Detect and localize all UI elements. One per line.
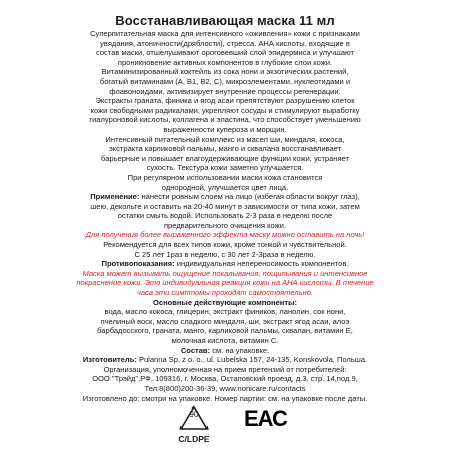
contraindications-text: индивидуальная непереносимость компонентов. [176,259,349,269]
application-line: предварительного очищения кожи. [163,220,287,230]
application-line [76,192,374,202]
manufacturer-line [76,355,374,365]
description-line: увядания, атоничности(дряблости), стресса. АНА кислоты, входящие в [100,38,350,48]
description-line: кожи свободными радикалами, укрепляют сосуды и стимулируют выработку [90,105,360,115]
description-line: Суперпитательная маска для интенсивного «оживления» кожи с признаками [90,29,360,38]
recommendation-line: Рекомендуется для всех типов кожи, кроме тонкой и чувствительной. [103,240,347,250]
leaflet-body [76,29,374,403]
description-line: Интенсивный питательный комплекс из масел ши, миндаля, кокоса, [105,134,345,144]
reaction-warning-line: Маска может вызывать ощущение покалывания, пощипывания и интенсивное [82,268,368,278]
night-use-note: Для получения более выраженного эффекта маску можно оставить на ночь! [85,230,365,240]
application-line: остатки смыть водой. Использовать 2-3 раза в неделю после [117,211,333,221]
page-title: Восстанавливающая маска 11 мл [115,13,335,28]
description-line: При регулярном использовании маски кожа становится [127,172,323,182]
description-line: барьерные и повышает влагоудерживающие функции кожи, устраняет [101,153,349,163]
description-line: экстракта карликовой пальмы, манго и сквалана восстанавливает [108,144,342,154]
description-line: состав маски, отшелушивают ороговевший слой эпидермиса и улучшают [96,48,354,58]
application-label: Применение: [90,192,140,202]
composition-line [76,346,374,356]
ingredients-line: вода, масло кокоса, глицерин, экстракт фиников, ланолин, сок нони, [104,307,346,317]
organization-line: Тел:8(800)200-36-39, www.nonicare.ru/contacts [144,383,306,393]
description-line: однородной, улучшается цвет лица. [161,182,289,192]
contraindications-line [76,259,374,269]
ingredients-label: Основные действующие компоненты: [153,297,297,307]
dates-line: Изготовлено до: смотри на упаковке. Номер партии: см. на упаковке после даты. [82,393,368,403]
eac-mark-icon: ЕАС [244,406,287,431]
application-text: нанести ровным слоем на лицо (избегая области вокруг глаз), [141,192,360,202]
composition-label: Состав: [180,345,211,355]
description-line: Витаминизированный коктейль из сока нони и экзотических растений, [101,67,349,77]
manufacturer-label: Изготовитель: [82,355,137,365]
description-line: Экстракты граната, финика и ягод асаи препятствуют разрушению клеток [95,96,355,106]
description-line: гиалуроновой кислоты, коллагена и эластина, что способствует уменьшению [89,115,361,125]
contraindications-label: Противопоказания: [101,259,175,269]
ingredients-line: пчелиный воск, масло сладкого миндаля, ши, экстракт ягод асаи, алоэ [100,316,350,326]
recycle-code: 90 [189,410,199,419]
description-line: флавоноидами, активизирует внутренние процессы регенерации. [109,86,341,96]
reaction-warning-line: покраснение кожи. Это индивидуальная реакция кожи на АНА кислоты. В течение [76,278,374,288]
description-line: выраженности купероза и морщин. [163,124,287,134]
description-line: проникновение активных компонентов в глубокие слои кожи. [117,57,333,67]
manufacturer-text: Pulanna Sp. z o. o., ul. Lubelska 157, 24-135, Konskovola, Польша. [138,355,368,365]
recommendation-line: С 25 лет 1раз в неделю, с 30 лет 2-3раза в неделю. [134,249,316,259]
application-line: шею, декольте и оставить на 20-40 минут в зависимости от типа кожи, затем [90,201,360,211]
composition-text: см. на упаковке. [212,345,270,355]
ingredients-line: молочная кислота, витамин С. [171,336,279,345]
reaction-warning-line: часа эти симптомы проходят самостоятельно. [136,288,314,298]
organization-line: ООО "Трэйд",РФ, 109316, г. Москва, Остаповский проезд, д.3, стр. 14,под.9, [92,374,358,384]
description-line: богатый витаминами (A, B1, B2, C), микроэлементами, нуклеотидами и [99,76,351,86]
organization-line: Организация, уполномоченная на прием претензий от потребителей: [103,364,347,374]
description-line: сухость. Текстура кожи заметно улучшается. [146,163,304,173]
recycle-label: C/LDPE [178,434,210,444]
ingredients-line: барбадосского, граната, манго, карликовой пальмы, сквалан, витамин Е, [97,326,353,336]
